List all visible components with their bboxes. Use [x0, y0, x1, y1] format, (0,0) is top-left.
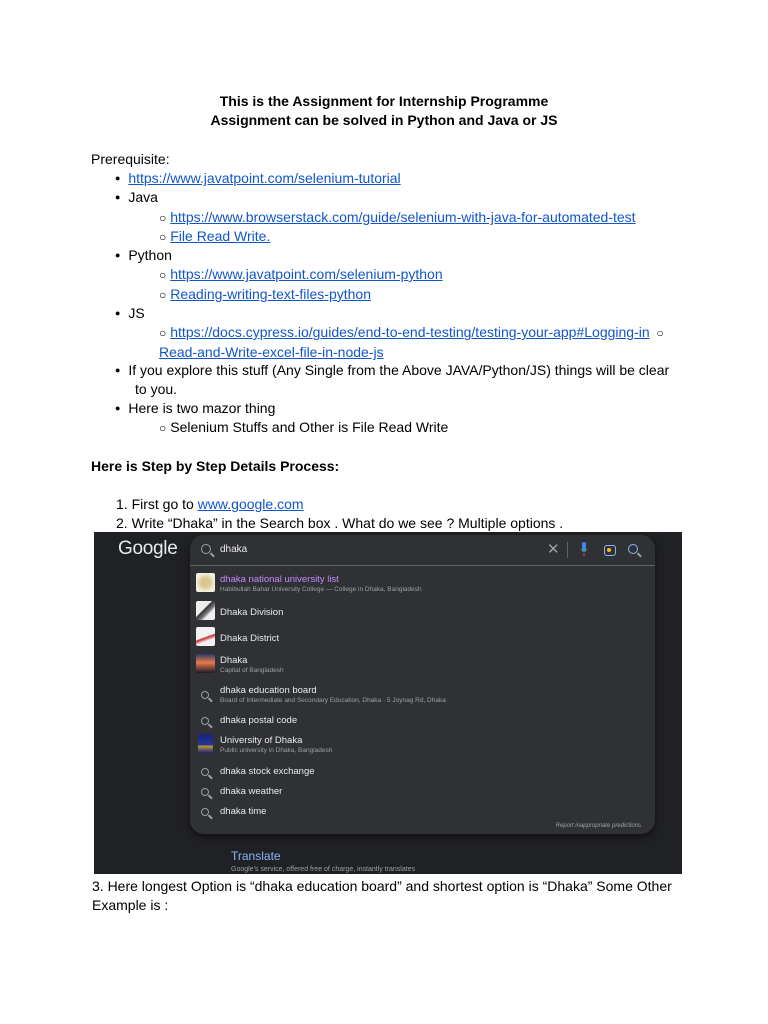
list-item — [159, 209, 636, 225]
search-icon — [201, 717, 209, 725]
steps-heading: Here is Step by Step Details Process: — [91, 458, 340, 474]
step-3: 3. Here longest Option is “dhaka education board” and shortest option is “Dhaka” Some Other — [92, 878, 672, 894]
suggestion-title: dhaka postal code — [220, 715, 298, 726]
search-icon — [201, 768, 209, 776]
circle-bullet-icon: ○ — [159, 230, 167, 244]
js-label: JS — [128, 305, 145, 321]
suggestion-item[interactable] — [190, 762, 655, 782]
circle-bullet-icon: ○ — [159, 326, 167, 340]
list-item — [159, 228, 270, 244]
translate-result-title[interactable]: Translate — [231, 849, 281, 863]
title-line-1: This is the Assignment for Internship Programme — [219, 93, 549, 109]
explore-text-continued: to you. — [135, 381, 178, 397]
list-item — [159, 324, 668, 340]
map-thumbnail — [196, 627, 215, 646]
python-label: Python — [128, 247, 172, 263]
suggestion-title: dhaka weather — [220, 786, 283, 797]
suggestion-item[interactable] — [190, 733, 655, 757]
suggestion-title: dhaka national university list — [220, 574, 339, 585]
search-icon — [201, 808, 209, 816]
suggestion-item[interactable] — [190, 683, 655, 707]
circle-bullet-icon: ○ — [656, 326, 664, 340]
camera-search-icon[interactable] — [604, 545, 616, 556]
suggestion-item[interactable] — [190, 572, 655, 596]
step-2: 2. Write “Dhaka” in the Search box . What do we see ? Multiple options . — [116, 515, 564, 531]
list-item — [115, 362, 669, 378]
list-item — [159, 266, 443, 282]
google-search-screenshot — [94, 532, 682, 874]
circle-bullet-icon: ○ — [159, 211, 167, 225]
suggestion-title: University of Dhaka — [220, 735, 303, 746]
college-thumbnail — [196, 573, 215, 592]
selenium-tutorial-link[interactable]: https://www.javatpoint.com/selenium-tutorial — [128, 170, 401, 186]
city-thumbnail — [196, 654, 215, 673]
search-query[interactable]: dhaka — [220, 544, 248, 555]
search-icon — [628, 544, 638, 554]
suggestion-title: Dhaka Division — [220, 607, 284, 618]
selenium-python-link[interactable]: https://www.javatpoint.com/selenium-python — [170, 266, 443, 282]
list-item — [159, 344, 384, 360]
suggestion-title: dhaka time — [220, 806, 267, 817]
suggestion-title: Dhaka — [220, 655, 248, 666]
java-file-read-write-link[interactable]: File Read Write. — [170, 228, 271, 244]
prerequisite-heading: Prerequisite: — [91, 151, 170, 167]
search-icon — [201, 691, 209, 699]
google-link[interactable]: www.google.com — [197, 496, 304, 512]
microphone-icon[interactable] — [580, 541, 588, 558]
suggestion-item[interactable] — [190, 782, 655, 802]
clear-icon[interactable]: ✕ — [547, 541, 560, 558]
autocomplete-dropdown — [190, 535, 655, 834]
step-3-continued: Example is : — [92, 897, 169, 913]
circle-bullet-icon: ○ — [159, 268, 167, 282]
suggestion-subtitle: Habibullah Bahar University College — College in Dhaka, Bangladesh — [220, 586, 422, 593]
suggestion-item[interactable] — [190, 600, 655, 622]
university-logo-thumbnail — [198, 734, 213, 753]
circle-bullet-icon: ○ — [159, 421, 167, 435]
suggestion-title: dhaka education board — [220, 685, 317, 696]
list-item — [159, 286, 371, 302]
cypress-link[interactable]: https://docs.cypress.io/guides/end-to-end-testing/testing-your-app#Logging-in — [170, 324, 650, 340]
browserstack-link[interactable]: https://www.browserstack.com/guide/selenium-with-java-for-automated-test — [170, 209, 636, 225]
suggestion-item[interactable] — [190, 802, 655, 822]
mazor-sub-text: Selenium Stuffs and Other is File Read Write — [170, 419, 449, 435]
suggestion-title: dhaka stock exchange — [220, 766, 315, 777]
list-item-python — [115, 247, 172, 263]
suggestion-subtitle: Public university in Dhaka, Bangladesh — [220, 747, 333, 754]
list-item-js — [115, 305, 145, 321]
excel-node-js-link[interactable]: Read-and-Write-excel-file-in-node-js — [159, 344, 384, 360]
report-predictions-link[interactable]: Report inappropriate predictions — [555, 823, 641, 829]
explore-text: If you explore this stuff (Any Single from the Above JAVA/Python/JS) things will be clear — [128, 362, 670, 378]
list-item-java — [115, 189, 158, 205]
list-item — [115, 400, 275, 416]
java-label: Java — [128, 189, 158, 205]
search-icon — [201, 788, 209, 796]
title-line-2: Assignment can be solved in Python and Java or JS — [210, 112, 558, 128]
google-logo: Google — [118, 538, 178, 559]
translate-result-snippet: Google's service, offered free of charge, instantly translates — [231, 866, 416, 873]
python-files-link[interactable]: Reading-writing-text-files-python — [170, 286, 372, 302]
map-thumbnail — [196, 601, 215, 620]
step-1-text: 1. First go to — [116, 496, 198, 512]
search-box[interactable] — [190, 535, 655, 566]
suggestion-item[interactable] — [190, 653, 655, 677]
divider — [567, 542, 568, 558]
suggestion-title: Dhaka District — [220, 633, 280, 644]
step-1 — [116, 496, 304, 512]
mazor-text: Here is two mazor thing — [128, 400, 276, 416]
list-item — [159, 419, 448, 435]
list-item — [115, 170, 401, 186]
search-icon — [201, 544, 211, 554]
circle-bullet-icon: ○ — [159, 288, 167, 302]
suggestion-subtitle: Board of Intermediate and Secondary Education, Dhaka · 5 Joynag Rd, Dhaka — [220, 697, 446, 704]
suggestion-subtitle: Capital of Bangladesh — [220, 667, 284, 674]
suggestion-item[interactable] — [190, 626, 655, 648]
suggestion-item[interactable] — [190, 711, 655, 731]
